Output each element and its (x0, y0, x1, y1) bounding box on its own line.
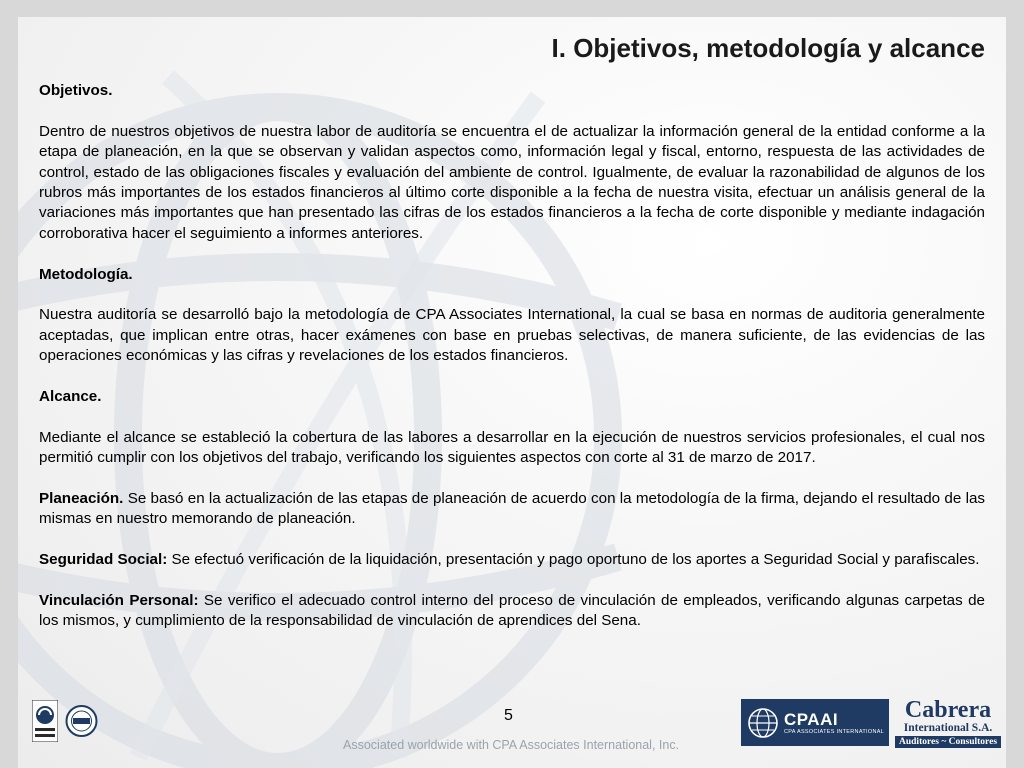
planeacion-paragraph (39, 489, 985, 530)
cpaai-logo-subtext: CPA ASSOCIATES INTERNATIONAL (783, 728, 885, 735)
seguridad-text: Se efectuó verificación de la liquidación, presentación y pago oportuno de los aportes a Seguridad Social y parafiscales. (171, 551, 980, 569)
metodologia-text: Nuestra auditoría se desarrolló bajo la metodología de CPA Associates International, la cual se basa en normas de auditoria generalmente aceptadas, que implican entre otras, hacer exámenes con base en pruebas selectivas, de manera suficiente, de las evidencias de las operaciones económicas y las cifras y revelaciones de los estados financieros. (39, 306, 985, 365)
alcance-text: Mediante el alcance se estableció la cobertura de las labores a desarrollar en la ejecución de nuestros servicios profesionales, el cual nos permitió cumplir con los objetivos del trabajo, verificando los siguientes aspectos con corte al 31 de marzo de 2017. (39, 428, 985, 467)
metodologia-heading: Metodología. (39, 265, 133, 283)
alcance-heading: Alcance. (39, 388, 102, 406)
slide (18, 17, 1006, 768)
iso-certification-badge-icon (32, 700, 58, 742)
globe-icon (746, 706, 780, 740)
page-number: 5 (504, 707, 513, 724)
footer-text: Associated worldwide with CPA Associates International, Inc. (343, 738, 680, 752)
planeacion-label: Planeación. (39, 490, 124, 508)
cabrera-logo-intl: International S.A. (903, 722, 993, 734)
objetivos-text: Dentro de nuestros objetivos de nuestra labor de auditoría se encuentra el de actualizar la información general de la entidad conforme a la etapa de planeación, en la que se observan y validan aspectos como, información legal y fiscal, entorno, respuesta de las actividades de control, estado de las obligaciones fiscales y evaluación del ambiente de control. Igualmente, de evaluar la razonabilidad de algunos de los rubros más importantes de los estados financieros al último corte disponible a la fecha de nuestra visita, efectuar un análisis general de la variaciones más importantes que han presentado las cifras de los estados financieros a la fecha de corte disponible y mediante indagación corroborativa hacer el seguimiento a informes anteriores. (39, 122, 985, 242)
seguridad-paragraph (39, 550, 985, 570)
cpaai-logo-text: CPAAI (783, 709, 839, 729)
page-title: I. Objetivos, metodología y alcance (551, 33, 985, 63)
iqnet-certification-badge-icon (65, 700, 98, 742)
planeacion-text: Se basó en la actualización de las etapas de planeación de acuerdo con la metodología de la firma, dejando el resultado de las mismas en nuestro memorando de planeación. (39, 490, 985, 528)
vinculacion-text: Se verifico el adecuado control interno del proceso de vinculación de empleados, verificando algunas carpetas de los mismos, y cumplimiento de la responsabilidad de vinculación de aprendices del Sena. (39, 592, 985, 630)
cpaai-logo (741, 699, 889, 746)
vinculacion-label: Vinculación Personal: (39, 592, 199, 610)
cabrera-logo-tagline: Auditores ~ Consultores (895, 736, 1001, 748)
seguridad-label: Seguridad Social: (39, 551, 168, 569)
cabrera-logo-name: Cabrera (904, 697, 992, 723)
cabrera-logo (895, 699, 1001, 747)
objetivos-heading: Objetivos. (39, 82, 113, 99)
content-body (39, 81, 985, 632)
vinculacion-paragraph (39, 591, 985, 632)
